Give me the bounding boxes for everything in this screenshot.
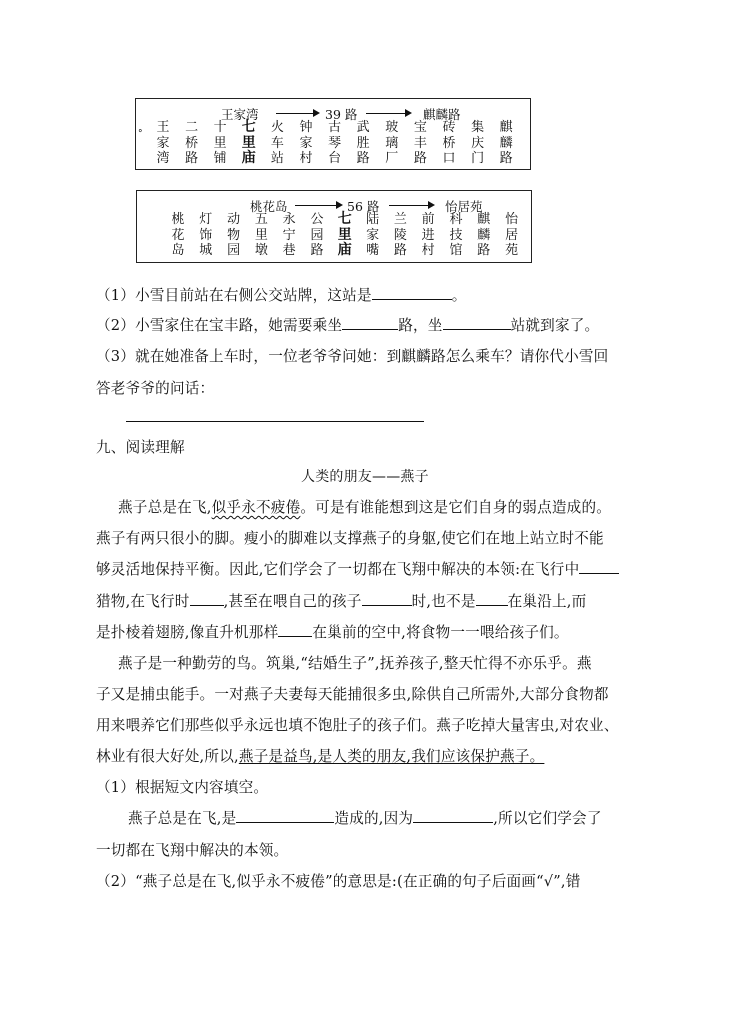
sign-from: 桃花岛 bbox=[250, 199, 288, 214]
stop-12: 怡 居 苑 bbox=[505, 212, 519, 258]
stop-3: 五 里 墩 bbox=[254, 212, 268, 258]
sign-from: 王家湾 bbox=[221, 107, 259, 122]
p1-line1 bbox=[118, 496, 611, 517]
route-arrow-left bbox=[295, 205, 341, 206]
route-arrow-right bbox=[389, 205, 433, 206]
stop-1: 灯 饰 城 bbox=[199, 212, 213, 258]
p1-line2: 燕子有两只很小的脚。瘦小的脚难以支撑燕子的身躯,使它们在地上站立时不能 bbox=[96, 530, 604, 547]
blank-3[interactable] bbox=[362, 591, 412, 606]
article-title: 人类的朋友——燕子 bbox=[301, 469, 429, 485]
p1-line3 bbox=[96, 558, 619, 579]
stop-3: 七 里 庙 bbox=[241, 119, 256, 166]
sub-question-2: （2）“燕子总是在飞,似乎永不疲倦”的意思是:(在正确的句子后面画“√”,错 bbox=[96, 873, 581, 890]
p1-line5 bbox=[96, 621, 569, 642]
question-1 bbox=[96, 284, 467, 305]
stop-5: 钟 家 村 bbox=[299, 120, 313, 166]
question-3-line2: 答老爷爷的问话： bbox=[96, 380, 215, 397]
stop-4: 火 车 站 bbox=[270, 120, 284, 166]
p2-line2: 子又是捕虫能手。一对燕子夫妻每天能捕很多虫,除供自己所需外,大部分食物都 bbox=[96, 686, 609, 703]
stop-0: 桃 花 岛 bbox=[171, 212, 185, 258]
question-3-line1: （3）就在她准备上车时，一位老爷爷问她：到麒麟路怎么乘车？请你代小雪回 bbox=[96, 348, 609, 365]
q1-end: 。 bbox=[451, 287, 467, 304]
sq1-text: 造成的,因为 bbox=[334, 810, 414, 827]
stop-0: 王 家 湾 bbox=[156, 120, 170, 166]
p2-line3: 用来喂养它们那些似乎永远也填不饱肚子的孩子们。燕子吃掉大量害虫,对农业、 bbox=[96, 717, 619, 734]
q1-text: （1）小雪目前站在右侧公交站牌，这站是 bbox=[96, 287, 372, 304]
sq1-line1 bbox=[128, 807, 602, 828]
q2-blank-route[interactable] bbox=[342, 315, 398, 330]
sign-to: 怡居苑 bbox=[445, 199, 483, 214]
current-stop-marker: ° bbox=[138, 129, 143, 139]
q2-text: （2）小雪家住在宝丰路，她需要乘坐 bbox=[96, 317, 343, 334]
p1-text: 在巢沿上,而 bbox=[507, 593, 587, 610]
bus-sign-56 bbox=[136, 190, 532, 263]
p2-line1: 燕子是一种勤劳的鸟。筑巢,“结婚生子”,抚养孩子,整天忙得不亦乐乎。燕 bbox=[118, 655, 592, 672]
sq1-text: 燕子总是在飞,是 bbox=[128, 810, 237, 827]
bus-sign-39 bbox=[135, 98, 531, 170]
stop-8: 玻 璃 厂 bbox=[385, 120, 399, 166]
q2-blank-stops[interactable] bbox=[443, 315, 511, 330]
q2-text-mid: 路，坐 bbox=[398, 317, 443, 334]
p1-text: ,甚至在喂自己的孩子 bbox=[223, 593, 362, 610]
stop-4: 永 宁 巷 bbox=[282, 212, 296, 258]
p2-text: 林业有很大好处,所以, bbox=[96, 748, 239, 765]
route-arrow-right bbox=[366, 113, 410, 114]
underlined-sentence: 燕子是益鸟,是人类的朋友,我们应该保护燕子。 bbox=[238, 748, 545, 765]
stop-2: 动 物 园 bbox=[227, 212, 241, 258]
blank-1[interactable] bbox=[579, 559, 619, 574]
sign-header bbox=[137, 197, 531, 213]
sign-to: 麒麟路 bbox=[423, 107, 461, 122]
stop-7: 陆 家 嘴 bbox=[366, 212, 380, 258]
route-arrow-left bbox=[276, 113, 318, 114]
q1-blank[interactable] bbox=[372, 285, 452, 300]
blank-2[interactable] bbox=[190, 591, 224, 606]
stop-8: 兰 陵 路 bbox=[393, 212, 407, 258]
stop-12: 麒 麟 路 bbox=[499, 120, 513, 166]
stop-11: 麒 麟 路 bbox=[477, 212, 491, 258]
wavy-underline-phrase: 似乎永不疲倦 bbox=[211, 499, 301, 516]
p1-text: 时,也不是 bbox=[411, 593, 476, 610]
stop-6: 古 琴 台 bbox=[328, 120, 342, 166]
p1-line4 bbox=[96, 590, 586, 611]
stop-5: 公 园 路 bbox=[310, 212, 324, 258]
sq1-blank-1[interactable] bbox=[236, 808, 334, 823]
stop-10: 科 技 馆 bbox=[449, 212, 463, 258]
stop-1: 二 桥 路 bbox=[185, 120, 199, 166]
p1-text: 猎物,在飞行时 bbox=[96, 593, 190, 610]
sub-question-1: （1）根据短文内容填空。 bbox=[96, 779, 269, 796]
blank-5[interactable] bbox=[278, 622, 312, 637]
p2-line4 bbox=[96, 745, 544, 766]
stop-9: 宝 丰 路 bbox=[413, 120, 427, 166]
p1-text: 燕子总是在飞, bbox=[118, 499, 212, 516]
stop-2: 十 里 铺 bbox=[213, 120, 227, 166]
p1-text-end: 。可是有谁能想到这是它们自身的弱点造成的。 bbox=[300, 499, 612, 516]
p1-text: 够灵活地保持平衡。因此,它们学会了一切都在飞翔中解决的本领:在飞行中 bbox=[96, 561, 580, 578]
sign-route: 39 路 bbox=[325, 107, 358, 122]
section-heading: 九、阅读理解 bbox=[96, 439, 185, 456]
q2-end: 站就到家了。 bbox=[510, 317, 600, 334]
sign-header bbox=[136, 105, 530, 121]
p1-text: 在巢前的空中,将食物一一喂给孩子们。 bbox=[312, 624, 569, 641]
blank-4[interactable] bbox=[476, 591, 508, 606]
stop-11: 集 庆 门 bbox=[471, 120, 485, 166]
stop-10: 砖 桥 口 bbox=[442, 120, 456, 166]
answer-line[interactable] bbox=[126, 421, 424, 422]
sign-route: 56 路 bbox=[347, 199, 380, 214]
p1-text: 是扑棱着翅膀,像直升机那样 bbox=[96, 624, 279, 641]
stop-6: 七 里 庙 bbox=[337, 211, 352, 258]
stop-9: 前 进 村 bbox=[421, 212, 435, 258]
sq1-text: ,所以它们学会了 bbox=[493, 810, 602, 827]
stop-7: 武 胜 路 bbox=[356, 120, 370, 166]
question-2 bbox=[96, 314, 599, 335]
sq1-blank-2[interactable] bbox=[413, 808, 493, 823]
sq1-line2: 一切都在飞翔中解决的本领。 bbox=[96, 842, 289, 859]
